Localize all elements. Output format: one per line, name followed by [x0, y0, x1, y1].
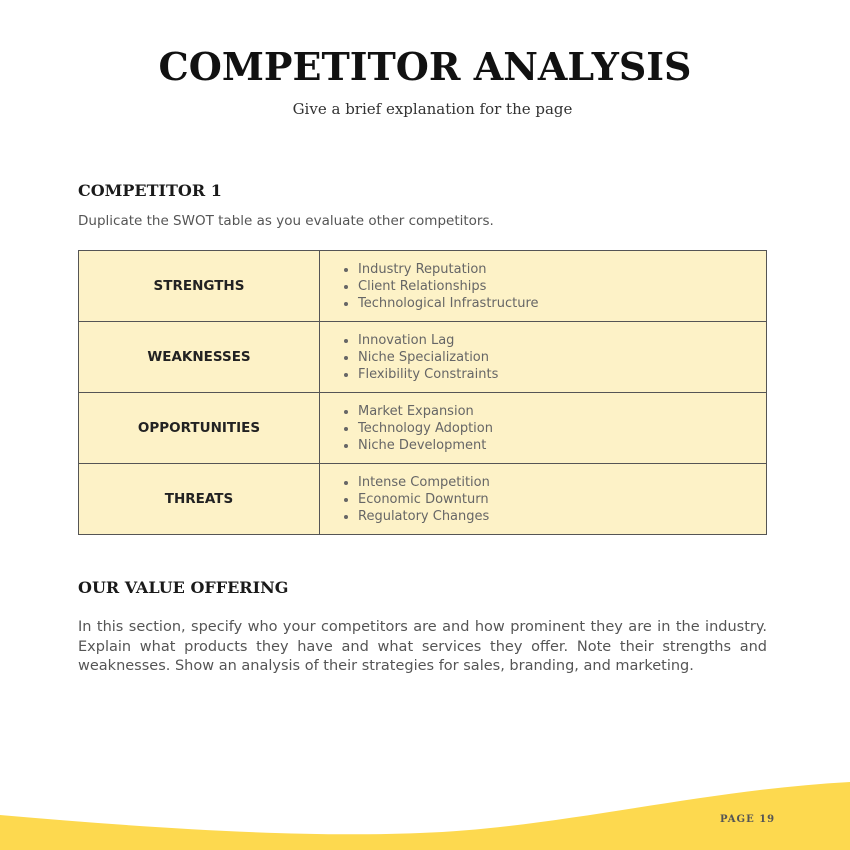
- swot-item: • Industry Reputation: [358, 261, 766, 278]
- competitor-heading: COMPETITOR 1: [78, 181, 222, 200]
- competitor-description: Duplicate the SWOT table as you evaluate other competitors.: [78, 213, 494, 229]
- swot-items: [320, 332, 766, 383]
- footer-wave-decoration: [0, 760, 850, 850]
- swot-items: [320, 261, 766, 312]
- swot-item: • Regulatory Changes: [358, 508, 766, 525]
- swot-label: STRENGTHS: [79, 251, 320, 322]
- swot-label: THREATS: [79, 464, 320, 535]
- swot-item: • Niche Development: [358, 437, 766, 454]
- swot-items: [320, 474, 766, 525]
- swot-row-opportunities: [79, 393, 767, 464]
- swot-item: • Niche Specialization: [358, 349, 766, 366]
- swot-row-threats: [79, 464, 767, 535]
- swot-row-weaknesses: [79, 322, 767, 393]
- swot-item: • Innovation Lag: [358, 332, 766, 349]
- swot-item: • Flexibility Constraints: [358, 366, 766, 383]
- swot-item: • Market Expansion: [358, 403, 766, 420]
- swot-label: OPPORTUNITIES: [79, 393, 320, 464]
- swot-label: WEAKNESSES: [79, 322, 320, 393]
- page-subtitle: Give a brief explanation for the page: [292, 100, 573, 118]
- swot-items: [320, 403, 766, 454]
- swot-item: • Technology Adoption: [358, 420, 766, 437]
- swot-item: • Economic Downturn: [358, 491, 766, 508]
- page-number: PAGE 19: [720, 814, 776, 825]
- value-offering-body: In this section, specify who your competitors are and how prominent they are in the industry. Explain what products they have and what services they offer. Note their strengths and weaknesses. Show an analysis of their strategies for sales, branding, and marketing.: [78, 619, 767, 674]
- swot-item: • Intense Competition: [358, 474, 766, 491]
- swot-item: • Client Relationships: [358, 278, 766, 295]
- value-offering-heading: OUR VALUE OFFERING: [78, 578, 289, 597]
- page-title: COMPETITOR ANALYSIS: [158, 44, 692, 89]
- swot-table: [78, 250, 767, 535]
- swot-item: • Technological Infrastructure: [358, 295, 766, 312]
- swot-row-strengths: [79, 251, 767, 322]
